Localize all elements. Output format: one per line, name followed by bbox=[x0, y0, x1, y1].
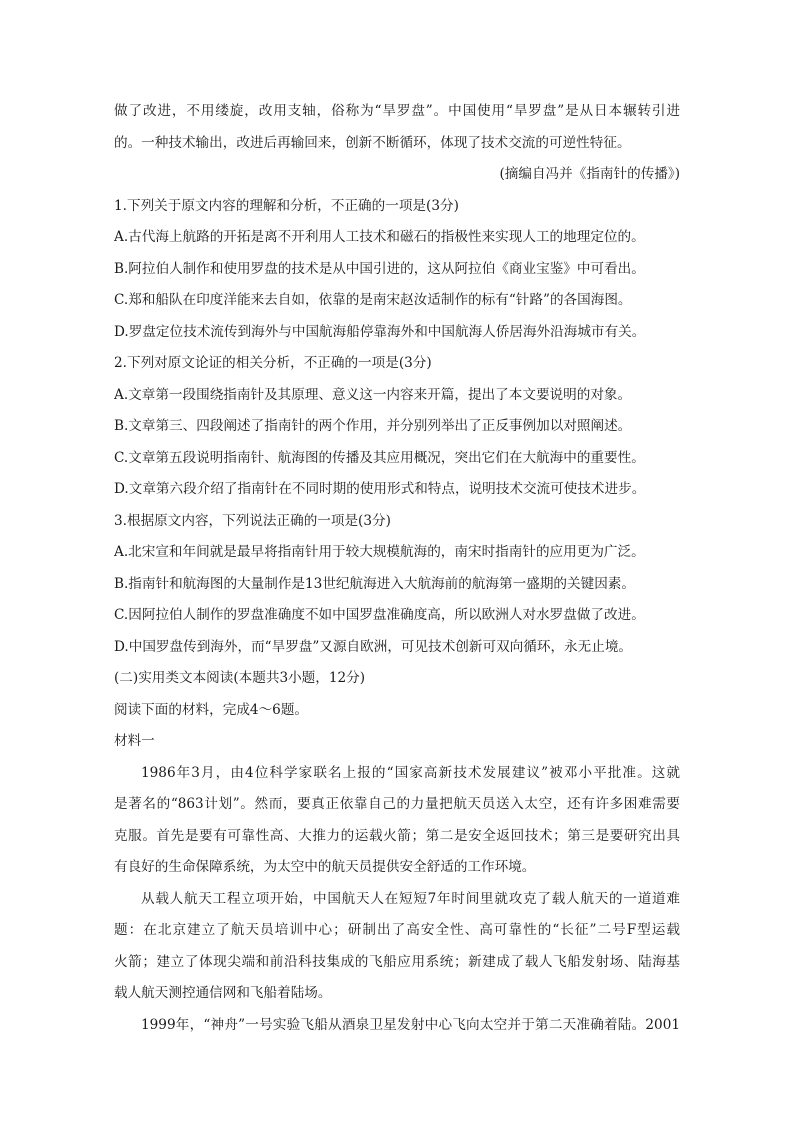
option-a: A.北宋宣和年间就是最早将指南针用于较大规模航海的，南宋时指南针的应用更为广泛。 bbox=[114, 544, 645, 560]
option-d: D.罗盘定位技术流传到海外与中国航海船停靠海外和中国航海人侨居海外沿海城市有关。 bbox=[114, 323, 646, 340]
material-paragraph-3 bbox=[114, 1010, 680, 1042]
paragraph-line: 火箭；建立了体现尖端和前沿科技集成的飞船应用系统；新建成了载人飞船发射场、陆海基 bbox=[114, 953, 680, 970]
material-label: 材料一 bbox=[114, 733, 155, 749]
option-b: B.阿拉伯人制作和使用罗盘的技术是从中国引进的，这从阿拉伯《商业宝鉴》中可看出。 bbox=[114, 260, 645, 277]
paragraph-line: 有良好的生命保障系统，为太空中的航天员提供安全舒适的工作环境。 bbox=[114, 859, 536, 875]
option-a: A.古代海上航路的开拓是离不开利用人工技术和磁石的指极性来实现人工的地理定位的。 bbox=[114, 229, 645, 245]
question-stem: 1.下列关于原文内容的理解和分析，不正确的一项是(3分) bbox=[114, 197, 459, 214]
question-1 bbox=[114, 191, 680, 349]
material-paragraph-2 bbox=[114, 884, 680, 1010]
option-b: B.文章第三、四段阐述了指南针的两个作用，并分别列举出了正反事例加以对照阐述。 bbox=[114, 418, 632, 434]
option-c: C.因阿拉伯人制作的罗盘准确度不如中国罗盘准确度高，所以欧洲人对水罗盘做了改进。 bbox=[114, 607, 645, 623]
paragraph-line: 1999年，“神舟”一号实验飞船从酒泉卫星发射中心飞向太空并于第二天准确着陆。2001 bbox=[141, 1016, 680, 1033]
question-2 bbox=[114, 348, 680, 506]
section-instruction: 阅读下面的材料，完成4～6题。 bbox=[114, 701, 309, 718]
option-d: D.中国罗盘传到海外，而“旱罗盘”又源自欧洲，可见技术创新可双向循环，永无止境。 bbox=[114, 638, 633, 655]
paragraph-line: 克服。首先是要有可靠性高、大推力的运载火箭；第二是安全返回技术；第三是要研究出具 bbox=[114, 827, 680, 844]
paragraph-line: 是著名的“863计划”。然而，要真正依靠自己的力量把航天员送入太空，还有许多困难需要 bbox=[114, 796, 680, 812]
question-3 bbox=[114, 506, 680, 664]
document-page bbox=[114, 96, 680, 1041]
passage-source: (摘编自冯并《指南针的传播》) bbox=[499, 166, 680, 182]
material-paragraph-1 bbox=[114, 758, 680, 884]
option-a: A.文章第一段围绕指南针及其原理、意义这一内容来开篇，提出了本文要说明的对象。 bbox=[114, 386, 632, 403]
option-d: D.文章第六段介绍了指南针在不同时期的使用形式和特点，说明技术交流可使技术进步。 bbox=[114, 481, 646, 497]
question-stem: 3.根据原文内容，下列说法正确的一项是(3分) bbox=[114, 512, 391, 529]
paragraph-line: 1986年3月，由4位科学家联名上报的“国家高新技术发展建议”被邓小平批准。这就 bbox=[141, 764, 680, 781]
question-stem: 2.下列对原文论证的相关分析，不正确的一项是(3分) bbox=[114, 355, 432, 371]
option-b: B.指南针和航海图的大量制作是13世纪航海进入大航海前的航海第一盛期的关键因素。 bbox=[114, 575, 635, 592]
passage-end-line-2: 的。一种技术输出，改进后再输回来，创新不断循环，体现了技术交流的可逆性特征。 bbox=[114, 134, 631, 151]
option-c: C.郑和船队在印度洋能来去自如，依靠的是南宋赵汝适制作的标有“针路”的各国海图。 bbox=[114, 292, 632, 308]
option-c: C.文章第五段说明指南针、航海图的传播及其应用概况，突出它们在大航海中的重要性。 bbox=[114, 449, 645, 466]
paragraph-line: 载人航天测控通信网和飞船着陆场。 bbox=[114, 985, 332, 1001]
passage-end-line-1: 做了改进，不用缕旋，改用支轴，俗称为“旱罗盘”。中国使用“旱罗盘”是从日本辗转引进 bbox=[114, 103, 680, 119]
paragraph-line: 题：在北京建立了航天员培训中心；研制出了高安全性、高可靠性的“长征”二号F型运载 bbox=[114, 922, 680, 938]
paragraph-line: 从载人航天工程立项开始，中国航天人在短短7年时间里就攻克了载人航天的一道道难 bbox=[141, 890, 680, 907]
section-heading: (二)实用类文本阅读(本题共3小题，12分) bbox=[114, 670, 366, 686]
